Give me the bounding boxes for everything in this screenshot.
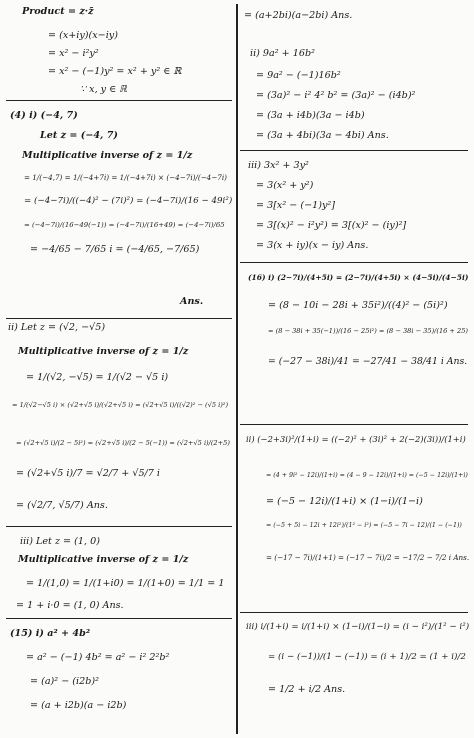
section-separator bbox=[6, 618, 232, 619]
left-math-line: = 1/(√2−√5 i) × (√2+√5 i)/(√2+√5 i) = (√2+√5 i)/((√2)² − (√5 i)²) bbox=[12, 401, 229, 409]
left-math-line: = (√2+√5 i)/7 = √2/7 + √5/7 i bbox=[16, 468, 160, 479]
right-math-line: = 3(x + iy)(x − iy) Ans. bbox=[256, 240, 369, 251]
left-math-line: = (√2+√5 i)/(2 − 5i²) = (√2+√5 i)/(2 − 5(−1)) = (√2+√5 i)/(2+5) bbox=[16, 439, 230, 447]
right-math-line: = 3[x² − (−1)y²] bbox=[256, 200, 335, 211]
left-math-line: = 1/(−4,7) = 1/(−4+7i) = 1/(−4+7i) × (−4−7i)/(−4−7i) bbox=[24, 173, 227, 182]
left-math-line: = (−4−7i)/((−4)² − (7i)²) = (−4−7i)/(16 − 49i²) bbox=[24, 196, 233, 206]
section-separator bbox=[240, 424, 468, 425]
right-math-line: = (3a + 4bi)(3a − 4bi) Ans. bbox=[256, 130, 389, 141]
left-math-line: ∵ x, y ∈ ℝ bbox=[80, 84, 127, 95]
right-math-line: = (8 − 10i − 28i + 35i²)/((4)² − (5i)²) bbox=[268, 300, 448, 311]
left-math-line: ii) Let z = (√2, −√5) bbox=[8, 322, 106, 333]
right-math-line: = 3(x² + y²) bbox=[256, 180, 314, 191]
left-math-line: = a² − (−1) 4b² = a² − i² 2²b² bbox=[26, 652, 170, 663]
right-math-line: iii) 3x² + 3y² bbox=[248, 160, 309, 171]
right-math-line: = (i − (−1))/(1 − (−1)) = (i + 1)/2 = (1 + i)/2 bbox=[268, 652, 466, 662]
right-math-line: = (−27 − 38i)/41 = −27/41 − 38/41 i Ans. bbox=[268, 356, 468, 367]
right-math-line: = 1/2 + i/2 Ans. bbox=[268, 684, 346, 695]
left-math-line: = 1/(√2, −√5) = 1/(√2 − √5 i) bbox=[26, 372, 169, 383]
section-separator bbox=[240, 612, 468, 613]
right-math-line: = 9a² − (−1)16b² bbox=[256, 70, 341, 81]
right-math-line: = (−17 − 7i)/(1+1) = (−17 − 7i)/2 = −17/2 − 7/2 i Ans. bbox=[266, 553, 470, 562]
left-math-line: = −4/65 − 7/65 i = (−4/65, −7/65) bbox=[30, 244, 200, 255]
left-math-line: = x² − (−1)y² = x² + y² ∈ ℝ bbox=[48, 66, 182, 77]
right-math-line: ii) 9a² + 16b² bbox=[250, 48, 315, 59]
left-math-line: = (a)² − (i2b)² bbox=[30, 676, 99, 687]
section-separator bbox=[6, 526, 232, 527]
right-math-line: = (4 + 9i² − 12i)/(1+i) = (4 − 9 − 12i)/(1+i) = (−5 − 12i)/(1+i) bbox=[266, 472, 468, 479]
left-math-line: (4) i) (−4, 7) bbox=[10, 110, 78, 121]
right-math-line: = (3a + i4b)(3a − i4b) bbox=[256, 110, 365, 121]
right-math-line: = (3a)² − i² 4² b² = (3a)² − (i4b)² bbox=[256, 90, 416, 101]
left-math-line: Multiplicative inverse of z = 1/z bbox=[22, 150, 193, 161]
right-math-line: = (−5 + 5i − 12i + 12i²)/(1² − i²) = (−5 − 7i − 12)/(1 − (−1)) bbox=[266, 522, 462, 529]
left-math-line: Product = z·z̄ bbox=[22, 6, 94, 17]
section-separator bbox=[6, 318, 232, 319]
left-math-line: = (√2/7, √5/7) Ans. bbox=[16, 500, 108, 511]
left-math-line: Ans. bbox=[180, 296, 204, 307]
left-math-line: (15) i) a² + 4b² bbox=[10, 628, 91, 639]
left-math-line: Let z = (−4, 7) bbox=[40, 130, 118, 141]
right-math-line: iii) i/(1+i) = i/(1+i) × (1−i)/(1−i) = (i − i²)/(1² − i²) bbox=[246, 622, 470, 632]
right-math-line: = (−5 − 12i)/(1+i) × (1−i)/(1−i) bbox=[266, 496, 423, 507]
section-separator bbox=[240, 262, 468, 263]
left-math-line: = (−4−7i)/(16−49(−1)) = (−4−7i)/(16+49) = (−4−7i)/65 bbox=[24, 221, 225, 229]
left-math-line: = (a + i2b)(a − i2b) bbox=[30, 700, 127, 711]
left-math-line: Multiplicative inverse of z = 1/z bbox=[18, 554, 189, 565]
section-separator bbox=[6, 100, 232, 101]
right-math-line: = 3[(x)² − i²y²) = 3[(x)² − (iy)²] bbox=[256, 220, 407, 231]
left-math-line: = x² − i²y² bbox=[48, 48, 99, 59]
left-math-line: = (x+iy)(x−iy) bbox=[48, 30, 118, 41]
section-separator bbox=[240, 150, 468, 151]
right-math-line: = (8 − 38i + 35(−1))/(16 − 25i²) = (8 − 38i − 35)/(16 + 25) bbox=[268, 327, 469, 335]
left-math-line: = 1/(1,0) = 1/(1+i0) = 1/(1+0) = 1/1 = 1 bbox=[26, 578, 225, 589]
right-math-line: ii) (−2+3i)²/(1+i) = ((−2)² + (3i)² + 2(−2)(3i))/(1+i) bbox=[246, 434, 466, 444]
column-divider bbox=[236, 4, 238, 734]
left-math-line: iii) Let z = (1, 0) bbox=[20, 536, 100, 547]
left-math-line: Multiplicative inverse of z = 1/z bbox=[18, 346, 189, 357]
right-math-line: = (a+2bi)(a−2bi) Ans. bbox=[244, 10, 353, 21]
right-math-line: (16) i) (2−7i)/(4+5i) = (2−7i)/(4+5i) × (4−5i)/(4−5i) bbox=[248, 273, 469, 282]
left-math-line: = 1 + i·0 = (1, 0) Ans. bbox=[16, 600, 124, 611]
